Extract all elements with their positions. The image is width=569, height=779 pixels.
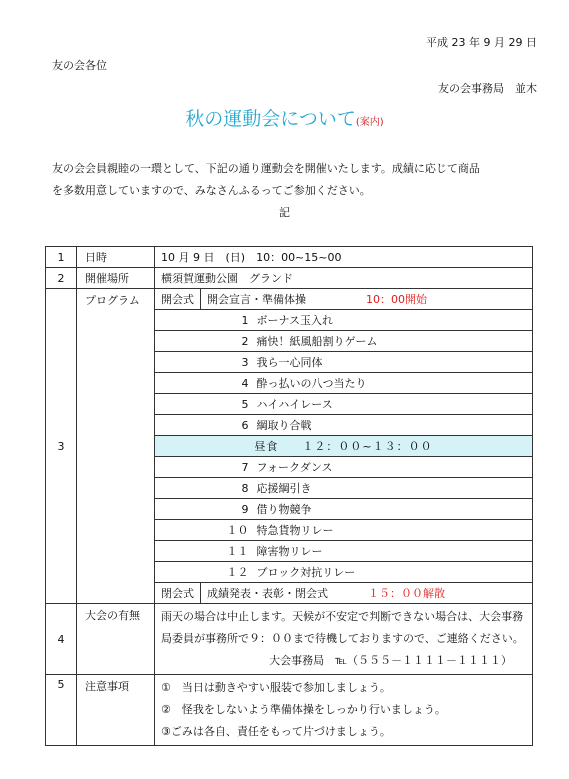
note-item: ③ごみは各自、責任をもって片づけましょう。 [161, 725, 391, 738]
program-name: 我ら一心同体 [251, 352, 533, 373]
program-number: 5 [155, 394, 251, 415]
row-label: プログラム [77, 289, 155, 604]
row-value: 横須賀運動公園 グランド [155, 268, 533, 289]
program-opening-row [46, 289, 533, 310]
row-number: 2 [46, 268, 77, 289]
row-number: 3 [46, 289, 77, 604]
program-name: 綱取り合戦 [251, 415, 533, 436]
contact-info: 大会事務局 ℡（５５５－１１１１－１１１１） [269, 654, 512, 667]
closing-time: １５：００解散 [368, 587, 445, 600]
row-number: 4 [46, 604, 77, 675]
program-name: ブロック対抗リレー [251, 562, 533, 583]
title-main: 秋の運動会について [185, 108, 356, 130]
document-date: 平成 23 年 9 月 29 日 [426, 36, 537, 49]
row-label: 注意事項 [77, 675, 155, 746]
row-number: 1 [46, 247, 77, 268]
program-number: １１ [155, 541, 251, 562]
program-name: ハイハイレース [251, 394, 533, 415]
table-row-rain-policy [46, 604, 533, 675]
row-number: 5 [46, 675, 77, 746]
program-number: 1 [155, 310, 251, 331]
program-name: フォークダンス [251, 457, 533, 478]
row-label: 大会の有無 [77, 604, 155, 675]
notes-cell [155, 675, 533, 746]
row-label: 日時 [77, 247, 155, 268]
note-item: ① 当日は動きやすい服装で参加しましょう。 [161, 681, 391, 694]
sender: 友の会事務局 並木 [438, 82, 537, 95]
opening-time: 10：00開始 [366, 293, 427, 306]
rain-policy-cell [155, 604, 533, 675]
program-number: 3 [155, 352, 251, 373]
program-name: 酔っ払いの八つ当たり [251, 373, 533, 394]
row-label: 開催場所 [77, 268, 155, 289]
program-number: 4 [155, 373, 251, 394]
program-number: 9 [155, 499, 251, 520]
closing-text: 成績発表・表彰・閉会式 [207, 587, 328, 600]
program-name: ボーナス玉入れ [251, 310, 533, 331]
opening-label: 開会式 [155, 289, 201, 310]
addressee: 友の会各位 [52, 59, 107, 72]
rain-policy-text: 雨天の場合は中止します。天候が不安定で判断できない場合は、大会事務局委員が事務所で９：００まで待機しておりますので、ご連絡ください。 [161, 610, 524, 645]
intro-line-1: 友の会会員親睦の一環として、下記の通り運動会を開催いたします。成績に応じて商品 [52, 162, 480, 175]
note-item: ② 怪我をしないよう準備体操をしっかり行いましょう。 [161, 703, 446, 716]
table-row-datetime [46, 247, 533, 268]
program-number: １２ [155, 562, 251, 583]
lunch-text: 昼食 １２：００~１３：００ [155, 436, 533, 457]
ki-heading: 記 [279, 206, 290, 219]
program-name: 痛快！紙風船割りゲーム [251, 331, 533, 352]
table-row-venue [46, 268, 533, 289]
program-name: 借り物競争 [251, 499, 533, 520]
closing-label: 閉会式 [155, 583, 201, 604]
program-number: 2 [155, 331, 251, 352]
intro-line-2: を多数用意していますので、みなさんふるってご参加ください。 [52, 184, 371, 197]
document-title [0, 104, 569, 131]
program-name: 応援綱引き [251, 478, 533, 499]
program-name: 障害物リレー [251, 541, 533, 562]
program-number: 6 [155, 415, 251, 436]
event-table [45, 246, 533, 746]
title-sub: (案内) [355, 117, 384, 128]
program-number: 7 [155, 457, 251, 478]
opening-text: 開会宣言・準備体操 [207, 293, 306, 306]
table-row-notes [46, 675, 533, 746]
row-value: 10 月 9 日 (日) 10：00~15~00 [155, 247, 533, 268]
program-number: １０ [155, 520, 251, 541]
program-number: 8 [155, 478, 251, 499]
closing-detail [201, 583, 533, 604]
program-name: 特急貨物リレー [251, 520, 533, 541]
opening-detail [201, 289, 533, 310]
